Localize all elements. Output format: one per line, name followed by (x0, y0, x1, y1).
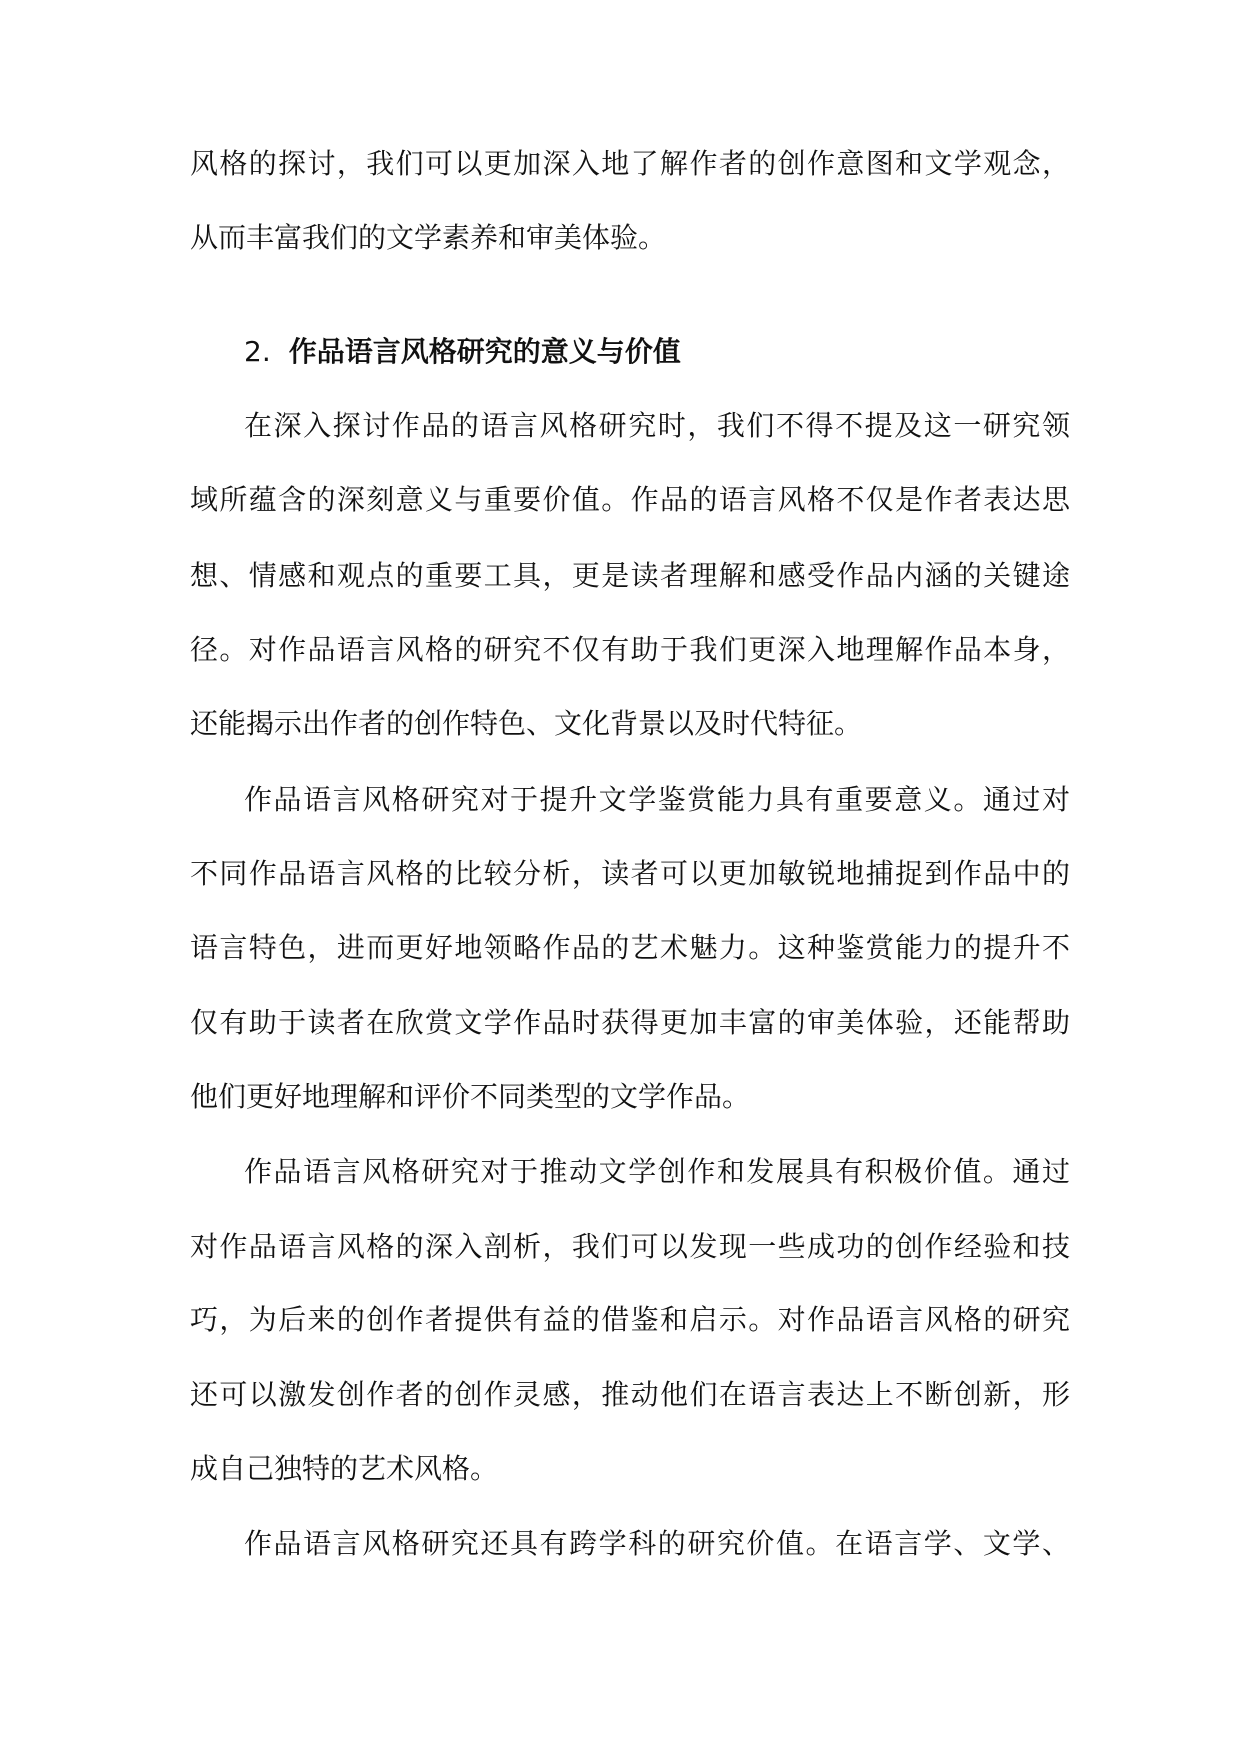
section-number: 2. (244, 335, 271, 368)
body-text-line: 作品语言风格研究还具有跨学科的研究价值。在语言学、文学、 (244, 1527, 1070, 1560)
section-heading (244, 332, 681, 372)
body-text-line: 风格的探讨，我们可以更加深入地了解作者的创作意图和文学观念， (190, 147, 1070, 180)
body-text-line: 径。对作品语言风格的研究不仅有助于我们更深入地理解作品本身， (190, 633, 1070, 666)
body-text-line: 对作品语言风格的深入剖析，我们可以发现一些成功的创作经验和技 (190, 1230, 1070, 1263)
body-text-line: 作品语言风格研究对于提升文学鉴赏能力具有重要意义。通过对 (244, 783, 1070, 816)
body-text-line: 他们更好地理解和评价不同类型的文学作品。 (190, 1080, 751, 1113)
body-text-line: 不同作品语言风格的比较分析，读者可以更加敏锐地捕捉到作品中的 (190, 857, 1070, 890)
body-text-line: 作品语言风格研究对于推动文学创作和发展具有积极价值。通过 (244, 1155, 1070, 1188)
body-text-line: 仅有助于读者在欣赏文学作品时获得更加丰富的审美体验，还能帮助 (190, 1006, 1070, 1039)
body-text-line: 成自己独特的艺术风格。 (190, 1452, 499, 1485)
body-text-line: 巧，为后来的创作者提供有益的借鉴和启示。对作品语言风格的研究 (190, 1303, 1070, 1336)
body-text-line: 域所蕴含的深刻意义与重要价值。作品的语言风格不仅是作者表达思 (190, 483, 1070, 516)
body-text-line: 在深入探讨作品的语言风格研究时，我们不得不提及这一研究领 (244, 409, 1070, 442)
body-text-line: 语言特色，进而更好地领略作品的艺术魅力。这种鉴赏能力的提升不 (190, 931, 1070, 964)
body-text-line: 还能揭示出作者的创作特色、文化背景以及时代特征。 (190, 707, 863, 740)
body-text-line: 还可以激发创作者的创作灵感，推动他们在语言表达上不断创新，形 (190, 1378, 1070, 1411)
body-text-line: 从而丰富我们的文学素养和审美体验。 (190, 221, 667, 254)
section-title: 作品语言风格研究的意义与价值 (288, 335, 681, 368)
body-text-line: 想、情感和观点的重要工具，更是读者理解和感受作品内涵的关键途 (190, 559, 1070, 592)
